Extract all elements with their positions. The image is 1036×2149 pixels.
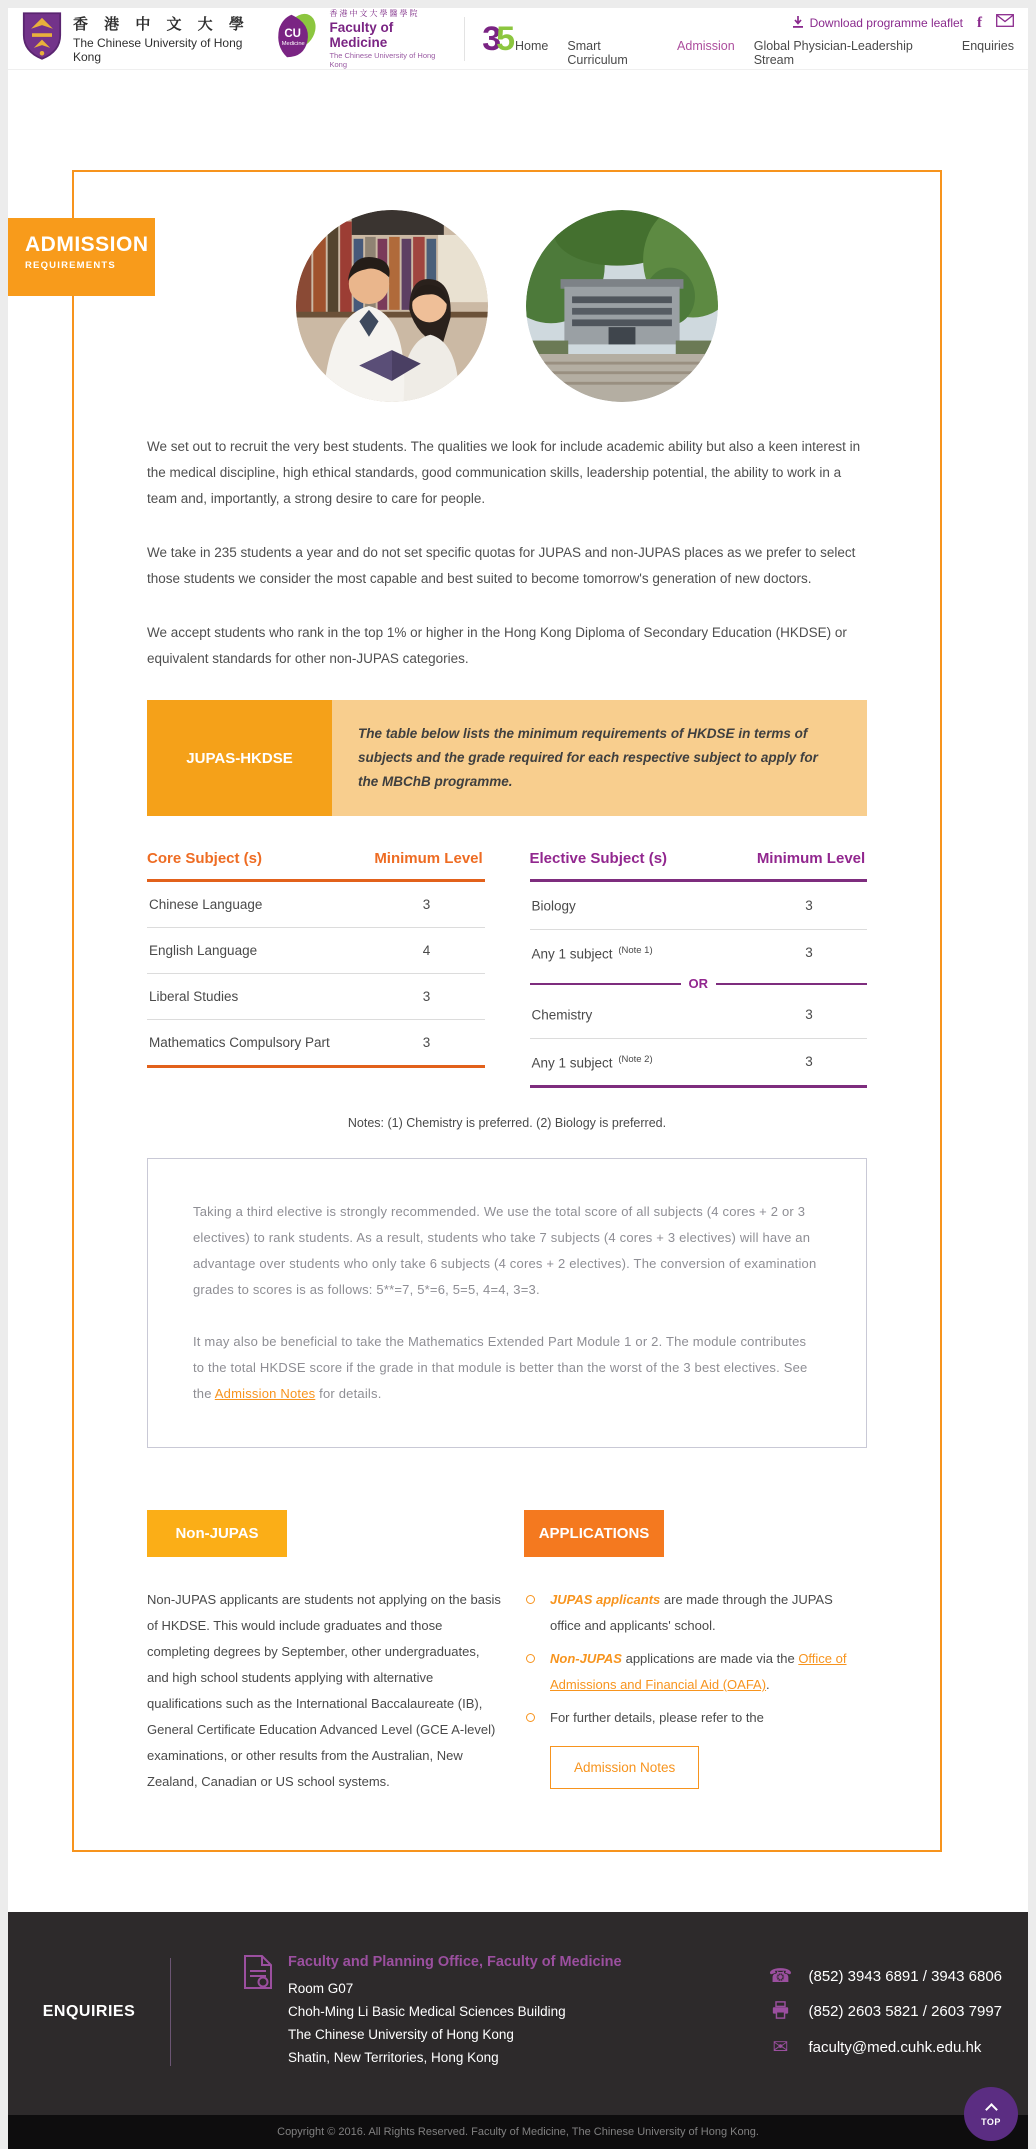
- table-notes: Notes: (1) Chemistry is preferred. (2) Biology is preferred.: [347, 1116, 667, 1130]
- faculty-name: Faculty of Medicine: [329, 20, 394, 50]
- faculty-name-zh: 香港中文大學醫學院: [329, 9, 420, 18]
- svg-text:CU: CU: [284, 27, 302, 40]
- table-row: [147, 928, 485, 974]
- admission-title-box: [8, 218, 155, 296]
- office-name: Faculty and Planning Office, Faculty of Medicine: [288, 1954, 622, 1970]
- applications-button[interactable]: APPLICATIONS: [524, 1510, 664, 1557]
- address-block: [243, 1954, 622, 2069]
- table-row: [147, 974, 485, 1020]
- level-cell: 3: [805, 897, 813, 913]
- university-name: [73, 13, 261, 64]
- admission-notes-button[interactable]: Admission Notes: [550, 1746, 699, 1789]
- applications-section: [524, 1510, 867, 1795]
- oafa-link[interactable]: Office of Admissions and Financial Aid (OAFA): [550, 1651, 847, 1692]
- elective-subjects-table: [530, 850, 868, 1088]
- document-info-icon: [243, 1954, 273, 2069]
- fax-row: [769, 2001, 1003, 2023]
- anniversary-3: 3: [482, 19, 502, 58]
- anniversary-35-logo: [482, 19, 516, 58]
- nav-item-global-physician-leadership-stream[interactable]: Global Physician-Leadership Stream: [753, 39, 913, 67]
- address-line: Room G07: [288, 1981, 354, 1996]
- core-header-subject: Core Subject (s): [147, 850, 263, 867]
- email-icon: ✉: [772, 2036, 789, 2058]
- non-jupas-section: [147, 1510, 502, 1795]
- chevron-up-icon: [985, 2103, 998, 2116]
- content-box: [72, 170, 942, 1852]
- level-cell: 3: [422, 989, 431, 1004]
- contacts-block: [769, 1967, 1003, 2057]
- cuhk-emblem-logo: [22, 11, 62, 66]
- logo-group: [22, 8, 515, 69]
- non-jupas-button[interactable]: Non-JUPAS: [147, 1510, 287, 1557]
- enquiries-heading: ENQUIRIES: [42, 2002, 136, 2020]
- elective-advice-box: [147, 1158, 867, 1448]
- level-cell: 3: [422, 897, 431, 912]
- faculty-sub: The Chinese University of Hong Kong: [329, 51, 436, 69]
- jupas-hkdse-text: The table below lists the minimum requirements of HKDSE in terms of subjects and the grade required for each respective subject to apply for the MBChB programme.: [332, 700, 867, 816]
- facebook-icon[interactable]: f: [977, 14, 982, 31]
- nav-item-enquiries[interactable]: Enquiries: [961, 39, 1014, 53]
- intro-paragraph-1: We set out to recruit the very best students. The qualities we look for include academic ability but also a keen interest in the medical discipline, high ethical standards, good communication skills, leadership potential, the ability to work in a team and, importantly, a strong desire to care for people.: [147, 439, 861, 506]
- intro-section: [147, 434, 867, 672]
- table-row: [147, 882, 485, 928]
- top-label: TOP: [981, 2117, 1001, 2127]
- main-content-band: [8, 170, 1028, 1912]
- elective-table-header: [530, 850, 868, 882]
- table-row: [530, 1039, 868, 1089]
- cu-medicine-logo: [272, 12, 318, 65]
- subject-cell: Liberal Studies: [149, 989, 239, 1004]
- logo-divider: [464, 17, 465, 61]
- subject-cell: Chinese Language: [149, 897, 263, 912]
- university-name-zh: 香 港 中 文 大 學: [73, 16, 250, 33]
- phone-number: (852) 3943 6891 / 3943 6806: [808, 1967, 1002, 1985]
- address-text: [288, 1954, 622, 2069]
- download-leaflet-label: Download programme leaflet: [809, 16, 963, 30]
- requirements-tables: [147, 850, 867, 1088]
- phone-row: [769, 1967, 1003, 1986]
- subject-cell: Chemistry: [531, 1007, 593, 1023]
- subject-cell: Any 1 subject $^{(Note 1)}$: [531, 944, 653, 961]
- level-cell: 3: [422, 1035, 431, 1050]
- address-line: Shatin, New Territories, Hong Kong: [288, 2050, 499, 2065]
- svg-text:Medicine: Medicine: [282, 40, 306, 47]
- or-divider: [530, 976, 868, 991]
- address-line: The Chinese University of Hong Kong: [288, 2027, 514, 2042]
- intro-paragraph-2: We take in 235 students a year and do not set specific quotas for JUPAS and non-JUPAS places as we prefer to select those students we consider the most capable and best suited to become tomorrow's generation of new doctors.: [147, 545, 856, 586]
- applications-list: [524, 1587, 867, 1731]
- or-label: OR: [688, 976, 708, 991]
- table-row: [530, 991, 868, 1039]
- subject-cell: English Language: [149, 943, 258, 958]
- anniversary-5: 5: [496, 19, 516, 58]
- table-row: [530, 930, 868, 977]
- university-name-en: The Chinese University of Hong Kong: [73, 36, 243, 64]
- subject-cell: Any 1 subject $^{(Note 2)}$: [531, 1053, 653, 1070]
- core-header-level: Minimum Level: [374, 850, 483, 867]
- download-leaflet-link[interactable]: [791, 15, 963, 32]
- nav-item-home[interactable]: Home: [515, 39, 549, 53]
- page-title: ADMISSION: [25, 233, 149, 256]
- photos-row: [147, 210, 867, 402]
- level-cell: 3: [805, 1006, 813, 1022]
- elective-header-subject: Elective Subject (s): [529, 850, 668, 867]
- page-subtitle: REQUIREMENTS: [25, 260, 116, 271]
- advice-paragraph-1: Taking a third elective is strongly recommended. We use the total score of all subjects (4 cores + 2 or 3 electives) to rank students. As a result, students who take 7 subjects (4 cores + 3 electives) will have an advantage over students who only take 6 subjects (4 cores + 2 electives). The conversion of examination grades to scores is as follows: 5**=7, 5*=6, 5=5, 4=4, 3=3.: [193, 1204, 817, 1297]
- list-item: Non-JUPAS applications are made via the Office of Admissions and Financial Aid (OAFA).: [524, 1646, 867, 1698]
- fax-icon: [769, 2001, 793, 2023]
- level-cell: 3: [805, 1054, 813, 1070]
- core-subjects-table: [147, 850, 485, 1088]
- header-right: [515, 10, 1014, 67]
- level-cell: 3: [805, 945, 813, 961]
- copyright-bar: Copyright © 2016. All Rights Reserved. Faculty of Medicine, The Chinese University of Hong Kong.: [8, 2115, 1028, 2149]
- level-cell: 4: [422, 943, 431, 958]
- nav-item-admission[interactable]: Admission: [677, 39, 735, 53]
- list-item: For further details, please refer to the: [524, 1705, 867, 1731]
- phone-icon: ☎: [768, 1965, 793, 1987]
- non-jupas-text: Non-JUPAS applicants are students not applying on the basis of HKDSE. This would include graduates and those completing degrees by September, other undergraduates, and high school students applying with alternative qualifications such as the International Baccalaureate (IB), General Certificate Education Advanced Level (GCE A-level) examinations, or other results from the Australian, New Zealand, Canadian or US school systems.: [147, 1592, 501, 1789]
- jupas-hkdse-label: JUPAS-HKDSE: [147, 700, 332, 816]
- email-row: [769, 2038, 1003, 2057]
- admission-notes-link[interactable]: Admission Notes: [214, 1386, 316, 1401]
- mail-icon[interactable]: [996, 14, 1014, 32]
- table-row: [530, 882, 868, 930]
- fax-number: (852) 2603 5821 / 2603 7997: [808, 2003, 1002, 2020]
- jupas-applicants-lead: JUPAS applicants: [550, 1592, 661, 1607]
- table-row: [147, 1020, 485, 1068]
- back-to-top-button[interactable]: [964, 2087, 1018, 2141]
- intro-paragraph-3: We accept students who rank in the top 1% or higher in the Hong Kong Diploma of Secondary Education (HKDSE) or equivalent standards for other non-JUPAS categories.: [147, 625, 847, 666]
- site-header: [8, 8, 1028, 70]
- or-line-left: [530, 983, 681, 985]
- bottom-columns: [147, 1510, 867, 1795]
- main-nav: [515, 39, 1014, 67]
- utility-row: [791, 14, 1014, 32]
- elective-header-level: Minimum Level: [756, 850, 866, 867]
- page: [8, 8, 1028, 2149]
- students-photo: [296, 210, 488, 402]
- campus-photo: [526, 210, 718, 402]
- or-line-right: [716, 983, 867, 985]
- address-line: Choh-Ming Li Basic Medical Sciences Building: [288, 2004, 566, 2019]
- footer-divider: [170, 1958, 171, 2066]
- email-address[interactable]: faculty@med.cuhk.edu.hk: [808, 2038, 982, 2056]
- site-footer: [8, 1912, 1028, 2127]
- subject-cell: Biology: [531, 898, 576, 914]
- core-table-header: [147, 850, 485, 882]
- advice-paragraph-2: It may also be beneficial to take the Mathematics Extended Part Module 1 or 2. The module contributes to the total HKDSE score if the grade in that module is better than the worst of the 3 best electives. See the Admission Notes for details.: [193, 1334, 808, 1401]
- faculty-name-block: [329, 8, 447, 69]
- non-jupas-lead: Non-JUPAS: [550, 1651, 622, 1666]
- subject-cell: Mathematics Compulsory Part: [149, 1035, 330, 1050]
- download-icon: [791, 15, 805, 32]
- list-item: JUPAS applicants are made through the JUPAS office and applicants' school.: [524, 1587, 867, 1639]
- jupas-hkdse-banner: [147, 700, 867, 816]
- nav-item-smart-curriculum[interactable]: Smart Curriculum: [567, 39, 628, 67]
